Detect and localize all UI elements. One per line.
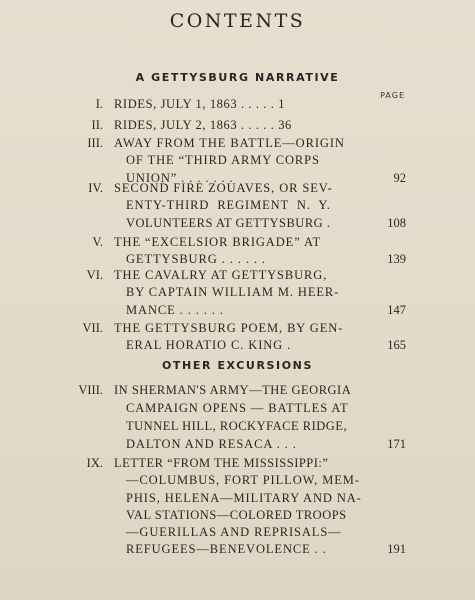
entry-line: PHIS, HELENA—MILITARY AND NA- <box>126 491 362 505</box>
entry-line: THE “EXCELSIOR BRIGADE” AT <box>114 235 322 249</box>
entry-line: GETTYSBURG . . . . . . <box>126 252 266 266</box>
entry-number: V. <box>92 235 103 249</box>
entry-page-number: 147 <box>387 303 406 317</box>
entry-line: —GUERILLAS AND REPRISALS— <box>126 525 342 539</box>
entry-page-number: 191 <box>387 542 406 556</box>
entry-line: CAMPAIGN OPENS — BATTLES AT <box>126 401 349 415</box>
entry-line: ERAL HORATIO C. KING . <box>126 338 292 352</box>
section-title-other-excursions: OTHER EXCURSIONS <box>161 359 314 372</box>
entry-line: RIDES, JULY 2, 1863 . . . . . 36 <box>114 118 292 132</box>
entry-line: —COLUMBUS, FORT PILLOW, MEM- <box>126 473 360 487</box>
entry-line: BY CAPTAIN WILLIAM M. HEER- <box>126 285 340 299</box>
entry-line: MANCE . . . . . . <box>126 303 224 317</box>
entry-number: III. <box>87 136 103 150</box>
entry-line: RIDES, JULY 1, 1863 . . . . . 1 <box>114 97 286 111</box>
entry-line: THE CAVALRY AT GETTYSBURG, <box>114 268 328 282</box>
entry-line: IN SHERMAN'S ARMY—THE GEORGIA <box>114 383 352 397</box>
entry-line: OF THE “THIRD ARMY CORPS <box>126 153 320 167</box>
entry-line: REFUGEES—BENEVOLENCE . . <box>126 542 327 556</box>
entry-line: UNION” . . . . . . . <box>126 171 234 185</box>
entry-page-number: 171 <box>387 437 406 451</box>
entry-line: VOLUNTEERS AT GETTYSBURG . <box>126 216 331 230</box>
entry-line: SECOND FIRE ZOUAVES, OR SEV- <box>114 181 333 195</box>
entry-line: LETTER “FROM THE MISSISSIPPI:” <box>114 456 329 470</box>
entry-number: IX. <box>86 456 103 470</box>
entry-number: I. <box>95 97 103 111</box>
entry-line: ENTY-THIRD REGIMENT N. Y. <box>126 198 331 212</box>
entry-page-number: 108 <box>387 216 406 230</box>
entry-line: DALTON AND RESACA . . . <box>126 437 297 451</box>
entry-number: II. <box>91 118 103 132</box>
entry-page-number: 92 <box>393 171 406 185</box>
entry-number: IV. <box>88 181 103 195</box>
entry-number: VI. <box>86 268 103 282</box>
page-column-label: PAGE <box>380 91 405 100</box>
contents-title: CONTENTS <box>169 10 306 32</box>
entry-line: THE GETTYSBURG POEM, BY GEN- <box>114 321 344 335</box>
section-title-gettysburg: A GETTYSBURG NARRATIVE <box>135 71 340 84</box>
entry-page-number: 139 <box>387 252 406 266</box>
entry-line: AWAY FROM THE BATTLE—ORIGIN <box>114 136 345 150</box>
entry-page-number: 165 <box>387 338 406 352</box>
entry-number: VII. <box>82 321 103 335</box>
entry-line: TUNNEL HILL, ROCKYFACE RIDGE, <box>126 419 348 433</box>
entry-line: VAL STATIONS—COLORED TROOPS <box>126 508 347 522</box>
entry-number: VIII. <box>78 383 103 397</box>
